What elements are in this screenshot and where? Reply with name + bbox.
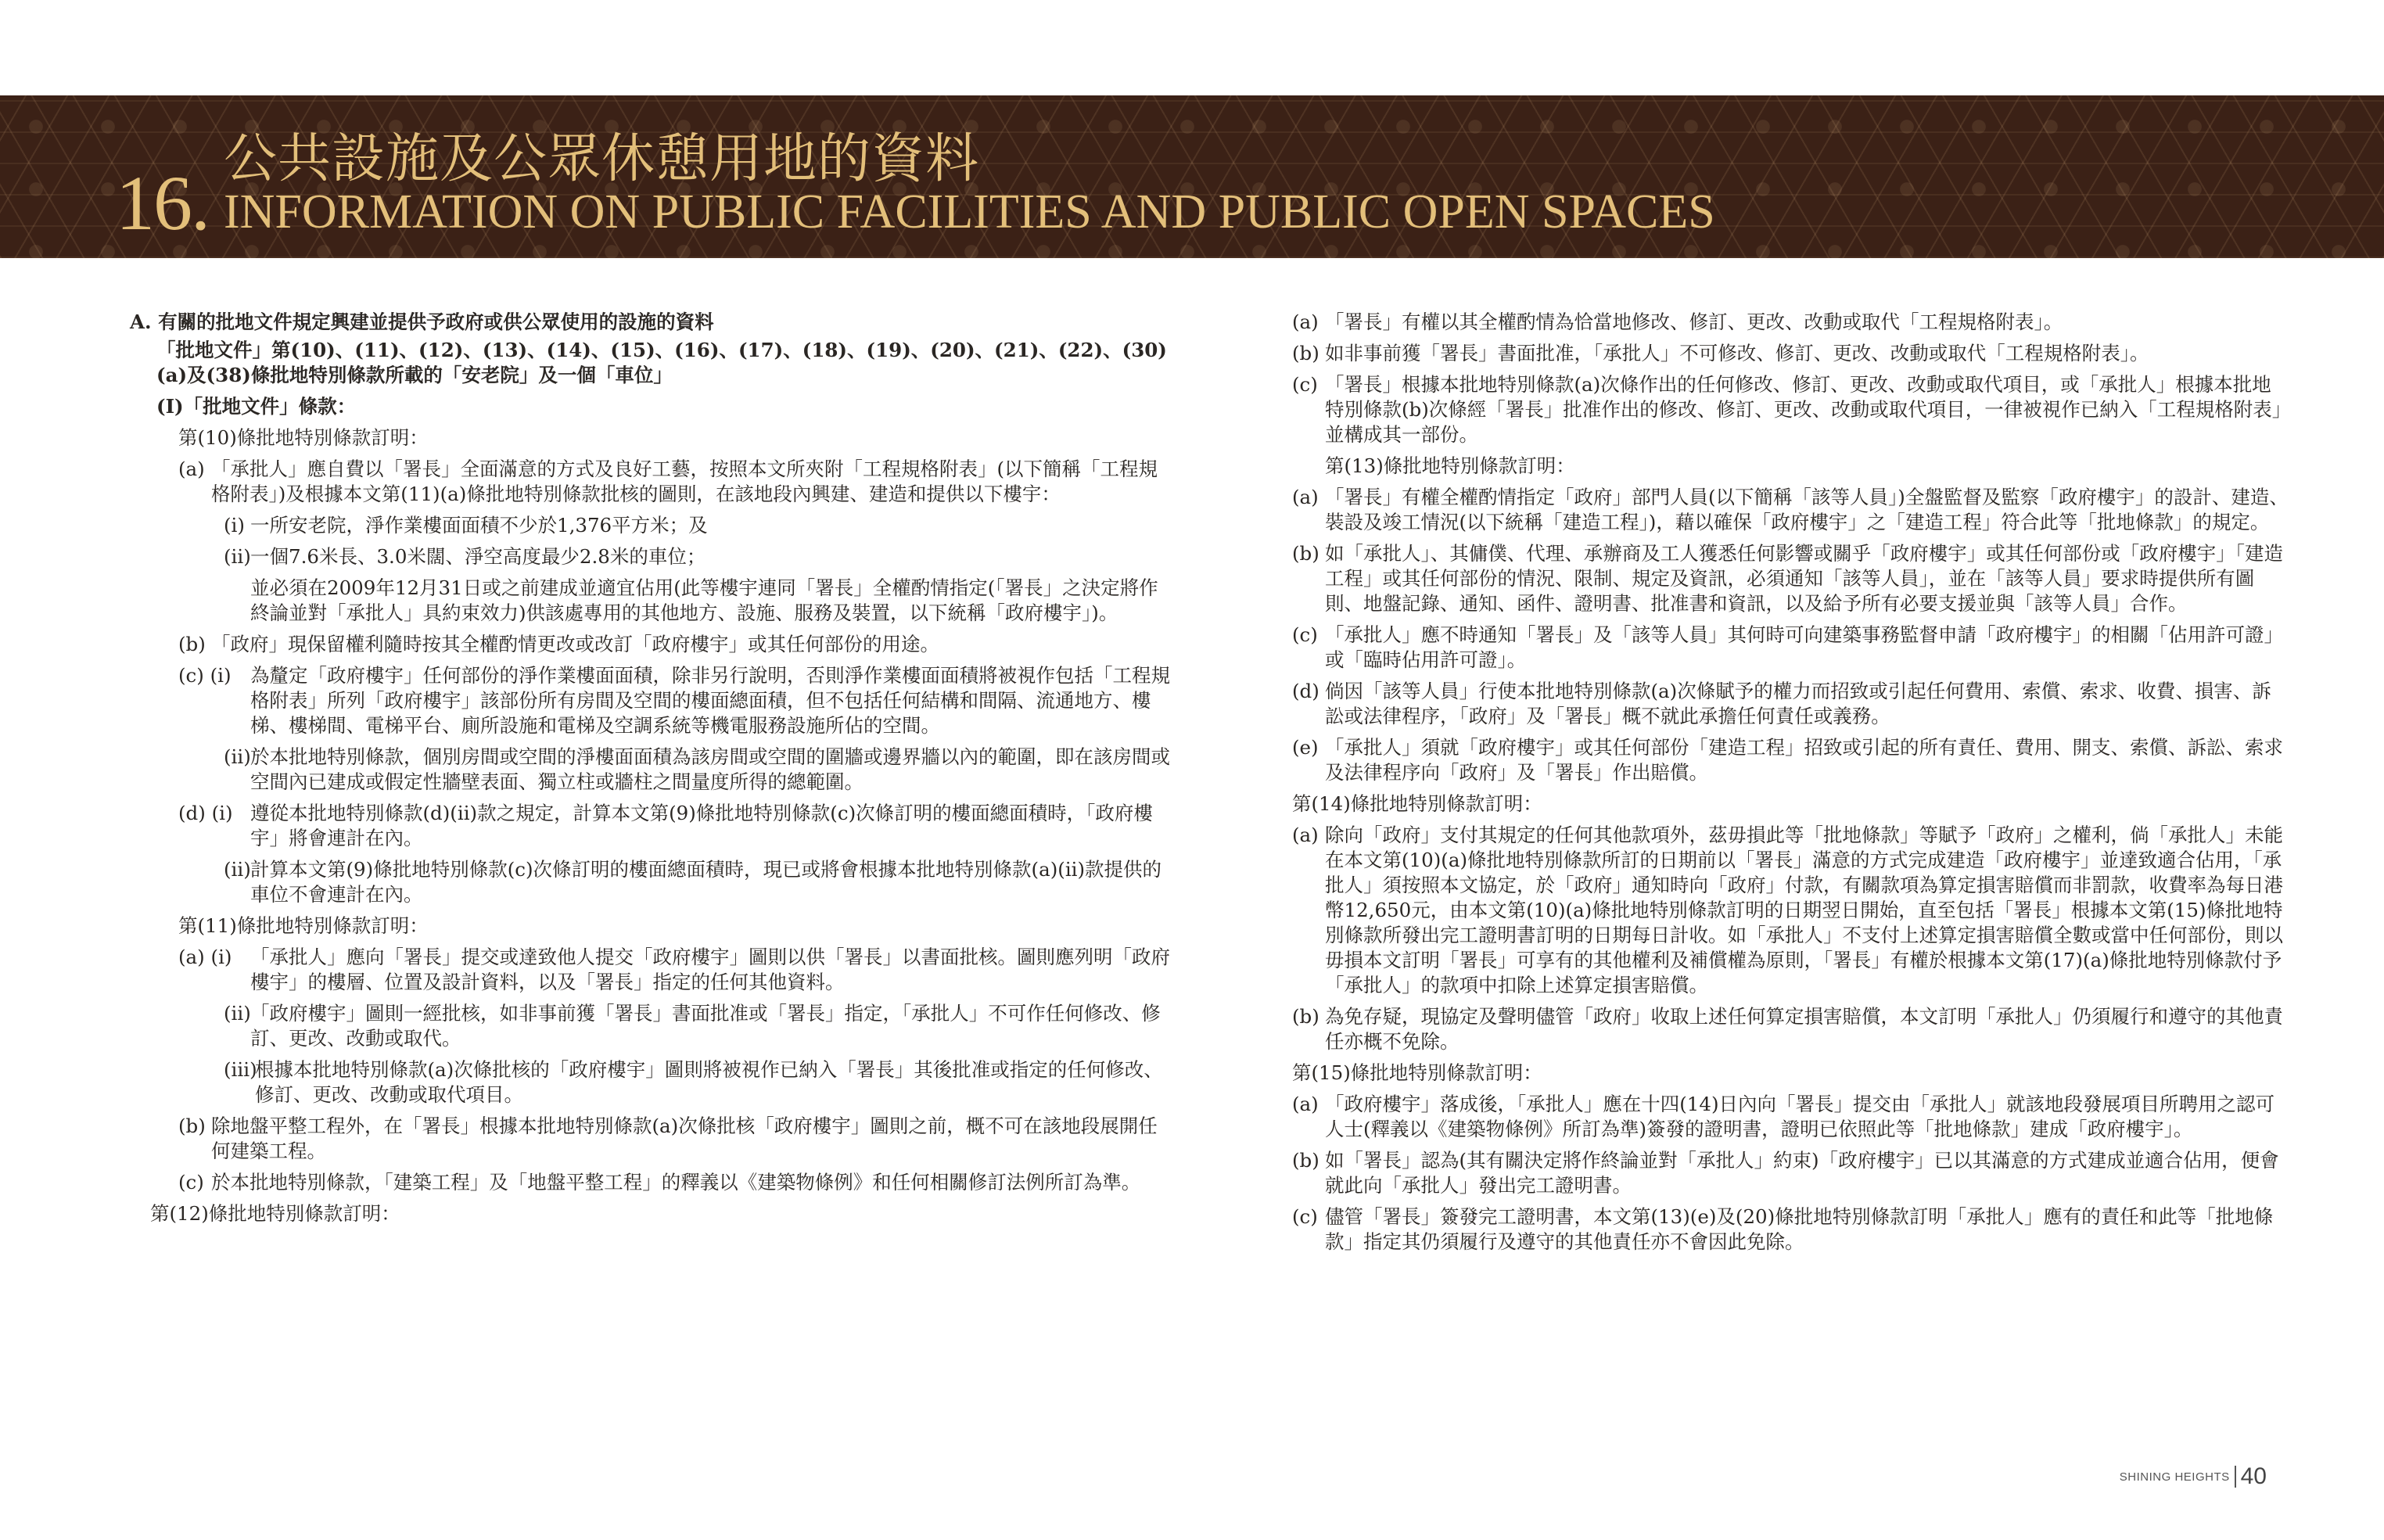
clause-label: (b) [1292,542,1319,565]
clause-label: (ii) [224,745,251,768]
clause-14-heading: 第(14)條批地特別條款訂明： [1292,792,1542,815]
clause-15a [1292,1092,2290,1142]
section-title-en: INFORMATION ON PUBLIC FACILITIES AND PUBLIC OPEN SPACES [224,185,1715,239]
clause-12-heading: 第(12)條批地特別條款訂明： [150,1202,400,1225]
clause-10c-ii [224,745,1176,795]
clause-label: (c) [1292,623,1318,646]
clause-10b [178,632,1176,657]
clause-label: (i) [224,514,245,537]
clause-label: (e) [1292,736,1319,759]
section-a-subheading: 「批地文件」第(10)、(11)、(12)、(13)、(14)、(15)、(16)、(17)、(18)、(19)、(20)、(21)、(22)、(30)(a)及(38)條批地特別條款所載的「安老院」及一個「車位」 [156,339,1167,386]
clause-label: (iii) [224,1058,257,1081]
development-name: SHINING HEIGHTS [2119,1470,2230,1484]
clause-11a-i [178,945,1176,995]
clause-13-heading: 第(13)條批地特別條款訂明： [1325,454,1575,477]
clause-label: (a) [1292,486,1319,508]
clause-label: (b) [178,633,206,655]
clause-text: 為免存疑，現協定及聲明儘管「政府」收取上述任何算定損害賠償，本文訂明「承批人」仍須履行和遵守的其他責任亦概不免除。 [1325,1005,2283,1053]
clause-10a-i [224,513,1176,538]
left-column [130,310,1176,1233]
clause-11b [178,1114,1176,1164]
clause-13d [1292,679,2290,729]
part-i-heading: (I)「批地文件」條款： [156,395,357,418]
clause-15-heading: 第(15)條批地特別條款訂明： [1292,1061,1542,1084]
clause-15b [1292,1148,2290,1198]
clause-text: 「政府樓宇」圖則一經批核，如非事前獲「署長」書面批准或「署長」指定，「承批人」不可作任何修改、修訂、更改、改動或取代。 [250,1002,1161,1050]
clause-text: 除地盤平整工程外，在「署長」根據本批地特別條款(a)次條批核「政府樓宇」圖則之前，概不可在該地段展開任何建築工程。 [211,1115,1158,1162]
clause-label: (b) [1292,1149,1319,1172]
clause-11-heading: 第(11)條批地特別條款訂明： [178,914,429,937]
clause-10d-i [178,801,1176,851]
clause-14a [1292,823,2290,998]
clause-label: (c) [1292,373,1318,396]
clause-14b [1292,1004,2290,1054]
clause-13b [1292,541,2290,616]
clause-text: 於本批地特別條款，個別房間或空間的淨樓面面積為該房間或空間的圍牆或邊界牆以內的範圍，即在該房間或空間內已建成或假定性牆壁表面、獨立柱或牆柱之間量度所得的總範圍。 [250,745,1170,793]
clause-10d-ii [224,857,1176,907]
clause-13a [1292,485,2290,535]
clause-label: (b) [178,1115,206,1137]
clause-text: 「承批人」應自費以「署長」全面滿意的方式及良好工藝，按照本文所夾附「工程規格附表」(以下簡稱「工程規格附表」)及根據本文第(11)(a)條批地特別條款批核的圖則，在該地段內興建、建造和提供以下樓宇： [211,458,1158,505]
clause-label: (c) [178,1171,204,1194]
clause-text: 遵從本批地特別條款(d)(ii)款之規定，計算本文第(9)條批地特別條款(c)次條訂明的樓面總面積時，「政府樓宇」將會連計在內。 [250,802,1153,849]
clause-label: (a) [1292,311,1319,333]
clause-10a [178,457,1176,507]
clause-13e [1292,735,2290,785]
clause-text: 為釐定「政府樓宇」任何部份的淨作業樓面面積，除非另行說明，否則淨作業樓面面積將被視作包括「工程規格附表」所列「政府樓宇」該部份所有房間及空間的樓面總面積，但不包括任何結構和間隔、流通地方、樓梯、樓梯間、電梯平台、廁所設施和電梯及空調系統等機電服務設施所佔的空間。 [250,664,1170,737]
clause-12a [1292,310,2290,335]
clause-11c [178,1170,1176,1195]
clause-text: 一個7.6米長、3.0米闊、淨空高度最少2.8米的車位； [250,545,706,568]
clause-label: (d) (i) [178,802,233,824]
clause-text: 於本批地特別條款，「建築工程」及「地盤平整工程」的釋義以《建築物條例》和任何相關修訂法例所訂為準。 [211,1171,1141,1194]
clause-text: 倘因「該等人員」行使本批地特別條款(a)次條賦予的權力而招致或引起任何費用、索償、索求、收費、損害、訴訟或法律程序，「政府」及「署長」概不就此承擔任何責任或義務。 [1325,680,2271,727]
clause-label: (ii) [224,545,251,568]
right-column [1292,310,2290,1261]
clause-label: (b) [1292,1005,1319,1028]
page-number: 40 [2240,1463,2267,1489]
section-a-heading: A. 有關的批地文件規定興建並提供予政府或供公眾使用的設施的資料 [130,311,714,333]
clause-text: 「署長」有權全權酌情指定「政府」部門人員(以下簡稱「該等人員」)全盤監督及監察「政府樓宇」的設計、建造、裝設及竣工情況(以下統稱「建造工程」)，藉以確保「政府樓宇」之「建造工程」符合此等「批地條款」的規定。 [1325,486,2289,533]
clause-text: 如非事前獲「署長」書面批准，「承批人」不可修改、修訂、更改、改動或取代「工程規格附表」。 [1325,342,2149,364]
clause-13c [1292,623,2290,673]
clause-15c [1292,1204,2290,1255]
clause-label: (a) [178,458,205,480]
clause-label: (a) [1292,1093,1319,1115]
clause-text: 除向「政府」支付其規定的任何其他款項外，茲毋損此等「批地條款」等賦予「政府」之權利，倘「承批人」未能在本文第(10)(a)條批地特別條款所訂的日期前以「署長」滿意的方式完成建造「政府樓宇」並達致適合佔用，「承批人」須按照本文協定，於「政府」通知時向「政府」付款，有關款項為算定損害賠償而非罰款，收費率為每日港幣12,650元，由本文第(10)(a)條批地特別條款訂明的日期翌日開始，直至包括「署長」根據本文第(15)條批地特別條款所發出完工證明書訂明的日期每日計收。如「承批人」不支付上述算定損害賠償全數或當中任何部份，則以毋損本文訂明「署長」可享有的其他權利及補償權為原則，「署長」有權於根據本文第(17)(a)條批地特別條款付予「承批人」的款項中扣除上述算定損害賠償。 [1325,824,2283,996]
clause-text: 「政府樓宇」落成後，「承批人」應在十四(14)日內向「署長」提交由「承批人」就該地段發展項目所聘用之認可人士(釋義以《建築物條例》所訂為準)簽發的證明書，證明已依照此等「批地條款」建成「政府樓宇」。 [1325,1093,2275,1140]
clause-label: (ii) [224,858,251,881]
clause-text: 「承批人」應向「署長」提交或達致他人提交「政府樓宇」圖則以供「署長」以書面批核。圖則應列明「政府樓宇」的樓層、位置及設計資料，以及「署長」指定的任何其他資料。 [250,946,1170,993]
clause-text: 如「承批人」、其傭僕、代理、承辦商及工人獲悉任何影響或關乎「政府樓宇」或其任何部份或「政府樓宇」「建造工程」或其任何部份的情況、限制、規定及資訊，必須通知「該等人員」，並在「該等人員」要求時提供所有圖則、地盤記錄、通知、函件、證明書、批准書和資訊，以及給予所有必要支援並與「該等人員」合作。 [1325,542,2283,615]
clause-text: 計算本文第(9)條批地特別條款(c)次條訂明的樓面總面積時，現已或將會根據本批地特別條款(a)(ii)款提供的車位不會連計在內。 [250,858,1162,906]
clause-11a-ii [224,1001,1176,1051]
section-number: 16. [116,160,209,246]
clause-12c [1292,372,2290,447]
clause-label: (a) (i) [178,946,232,968]
clause-label: (ii) [224,1002,251,1025]
clause-12b [1292,341,2290,366]
clause-text: 「政府」現保留權利隨時按其全權酌情更改或改訂「政府樓宇」或其任何部份的用途。 [211,633,939,655]
folio-divider [2235,1466,2236,1488]
clause-label: (a) [1292,824,1319,846]
clause-10c-i [178,663,1176,738]
clause-text: 儘管「署長」簽發完工證明書，本文第(13)(e)及(20)條批地特別條款訂明「承批人」應有的責任和此等「批地條款」指定其仍須履行及遵守的其他責任亦不會因此免除。 [1325,1205,2274,1253]
clause-label: (d) [1292,680,1319,702]
clause-11a-iii [224,1057,1176,1107]
clause-text: 「承批人」應不時通知「署長」及「該等人員」其何時可向建築事務監督申請「政府樓宇」的相關「佔用許可證」或「臨時佔用許可證」。 [1325,623,2283,671]
page-folio [2120,1461,2267,1492]
clause-label: (c) [1292,1205,1318,1228]
clause-10a-tail: 並必須在2009年12月31日或之前建成並適宜佔用(此等樓宇連同「署長」全權酌情指定(「署長」之決定將作終論並對「承批人」具約束效力)供該處專用的其他地方、設施、服務及裝置，以下統稱「政府樓宇」)。 [250,576,1158,624]
clause-10a-ii [224,544,1176,569]
clause-text: 如「署長」認為(其有關決定將作終論並對「承批人」約束)「政府樓宇」已以其滿意的方式建成並適合佔用，便會就此向「承批人」發出完工證明書。 [1325,1149,2279,1197]
clause-text: 「署長」有權以其全權酌情為恰當地修改、修訂、更改、改動或取代「工程規格附表」。 [1325,311,2063,333]
clause-10-heading: 第(10)條批地特別條款訂明： [178,426,429,449]
section-title-zh: 公共設施及公眾休憩用地的資料 [224,128,980,190]
clause-label: (b) [1292,342,1319,364]
clause-text: 根據本批地特別條款(a)次條批核的「政府樓宇」圖則將被視作已納入「署長」其後批准或指定的任何修改、修訂、更改、改動或取代項目。 [255,1058,1163,1106]
clause-text: 一所安老院，淨作業樓面面積不少於1,376平方米；及 [250,514,708,537]
clause-text: 「承批人」須就「政府樓宇」或其任何部份「建造工程」招致或引起的所有責任、費用、開支、索償、訴訟、索求及法律程序向「政府」及「署長」作出賠償。 [1325,736,2283,784]
clause-text: 「署長」根據本批地特別條款(a)次條作出的任何修改、修訂、更改、改動或取代項目，或「承批人」根據本批地特別條款(b)次條經「署長」批准作出的修改、修訂、更改、改動或取代項目，一律被視作已納入「工程規格附表」並構成其一部份。 [1325,373,2282,446]
clause-label: (c) (i) [178,664,232,687]
